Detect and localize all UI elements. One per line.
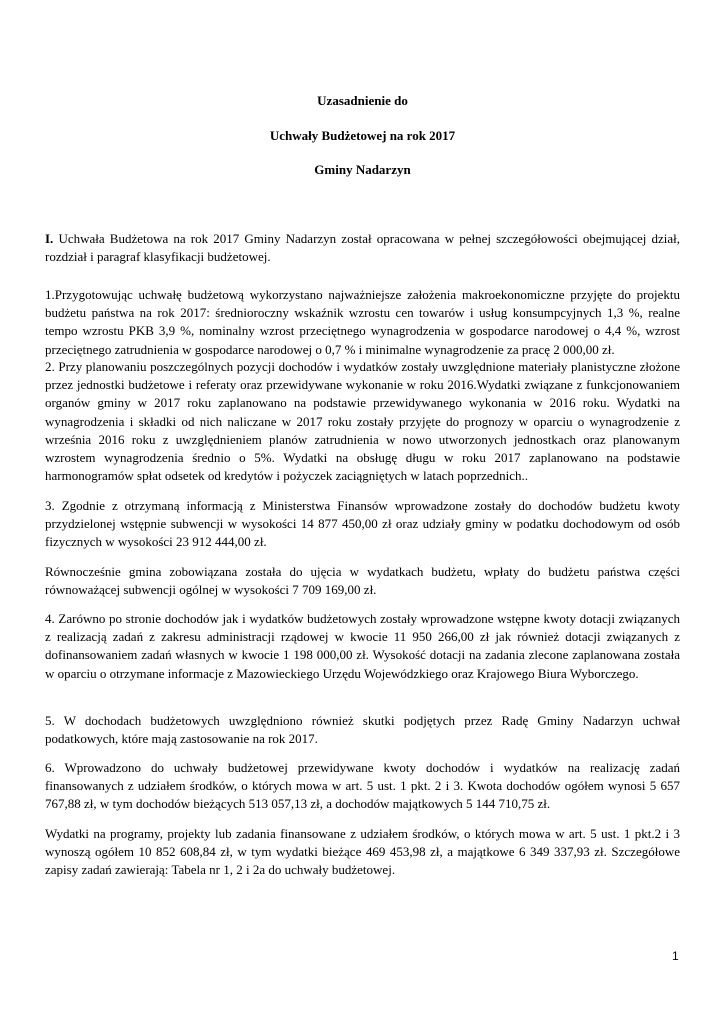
paragraph-3-continued: Równocześnie gmina zobowiązana została do ujęcia w wydatkach budżetu, wpłaty do budżetu państwa części równoważącej subwencji ogólnej w wysokości 7 709 169,00 zł. xyxy=(45,564,680,598)
paragraph-1: 1.Przygotowując uchwałę budżetową wykorzystano najważniejsze założenia makroekonomiczne przyjęte do projektu budżetu państwa na rok 2017: średnioroczny wskaźnik wzrostu cen towarów i usług konsumpcyjnych 1,3 %, realne tempo wzrostu PKB 3,9 %, nominalny wzrost przeciętnego wynagrodzenia w gospodarce narodowej o 4,4 %, wzrost przeciętnego zatrudnienia w gospodarce narodowej o 0,7 % i minimalne wynagrodzenie za pracę 2 000,00 zł. xyxy=(45,287,680,357)
paragraph-intro-text: Uchwała Budżetowa na rok 2017 Gminy Nadarzyn został opracowana w pełnej szczegółowości obejmującej dział, rozdział i paragraf klasyfikacji budżetowej. xyxy=(45,231,680,265)
title-line-3: Gminy Nadarzyn xyxy=(314,162,411,177)
paragraph-4: 4. Zarówno po stronie dochodów jak i wydatków budżetowych zostały wprowadzone wstępne kwoty dotacji związanych z realizacją zadań z zakresu administracji rządowej w kwocie 11 950 266,00 zł jak również dotacji związanych z dofinansowaniem zadań własnych w kwocie 1 198 000,00 zł. Wysokość dotacji na zadania zlecone zaplanowana została w oparciu o otrzymane informacje z Mazowieckiego Urzędu Wojewódzkiego oraz Krajowego Biura Wyborczego. xyxy=(45,611,680,681)
paragraph-5: 5. W dochodach budżetowych uwzględniono również skutki podjętych przez Radę Gminy Nadarzyn uchwał podatkowych, które mają zastosowanie na rok 2017. xyxy=(45,713,680,747)
paragraph-3: 3. Zgodnie z otrzymaną informacją z Ministerstwa Finansów wprowadzone zostały do dochodów budżetu kwoty przydzielonej wstępnie subwencji w wysokości 14 877 450,00 zł oraz udziały gminy w podatku dochodowym od osób fizycznych w wysokości 23 912 444,00 zł. xyxy=(45,498,680,550)
paragraph-2: 2. Przy planowaniu poszczególnych pozycji dochodów i wydatków zostały uwzględnione materiały planistyczne złożone przez jednostki budżetowe i referaty oraz przewidywane wykonanie w roku 2016.Wydatki związane z funkcjonowaniem organów gminy w 2017 roku zaplanowano na podstawie przewidywanego wykonania w 2016 roku. Wydatki na wynagrodzenia i składki od nich naliczane w 2017 roku zostały przyjęte do prognozy w oparciu o wynagrodzenie z września 2016 roku z uwzględnieniem planów zatrudnienia w nowo utworzonych jednostkach oraz planowanym wzrostem wynagrodzenia średnio o 5%. Wydatki na obsługę długu w roku 2017 zaplanowano na podstawie harmonogramów spłat odsetek od kredytów i pożyczek zaciągniętych w latach poprzednich.. xyxy=(45,359,680,484)
paragraph-6-continued: Wydatki na programy, projekty lub zadania finansowane z udziałem środków, o których mowa w art. 5 ust. 1 pkt.2 i 3 wynoszą ogółem 10 852 608,84 zł, w tym wydatki bieżące 469 453,98 zł, a majątkowe 6 349 337,93 zł. Szczegółowe zapisy zadań zawierają: Tabela nr 1, 2 i 2a do uchwały budżetowej. xyxy=(45,826,680,878)
section-marker: I. xyxy=(45,231,54,246)
paragraph-intro xyxy=(45,230,680,266)
title-line-1: Uzasadnienie do xyxy=(317,93,408,108)
page-number: 1 xyxy=(672,949,679,963)
paragraph-6: 6. Wprowadzono do uchwały budżetowej przewidywane kwoty dochodów i wydatków na realizację zadań finansowanych z udziałem środków, o których mowa w art. 5 ust. 1 pkt. 2 i 3. Kwota dochodów ogółem wynosi 5 657 767,88 zł, w tym dochodów bieżących 513 057,13 zł, a dochodów majątkowych 5 144 710,75 zł. xyxy=(45,760,680,812)
title-line-2: Uchwały Budżetowej na rok 2017 xyxy=(269,128,456,143)
